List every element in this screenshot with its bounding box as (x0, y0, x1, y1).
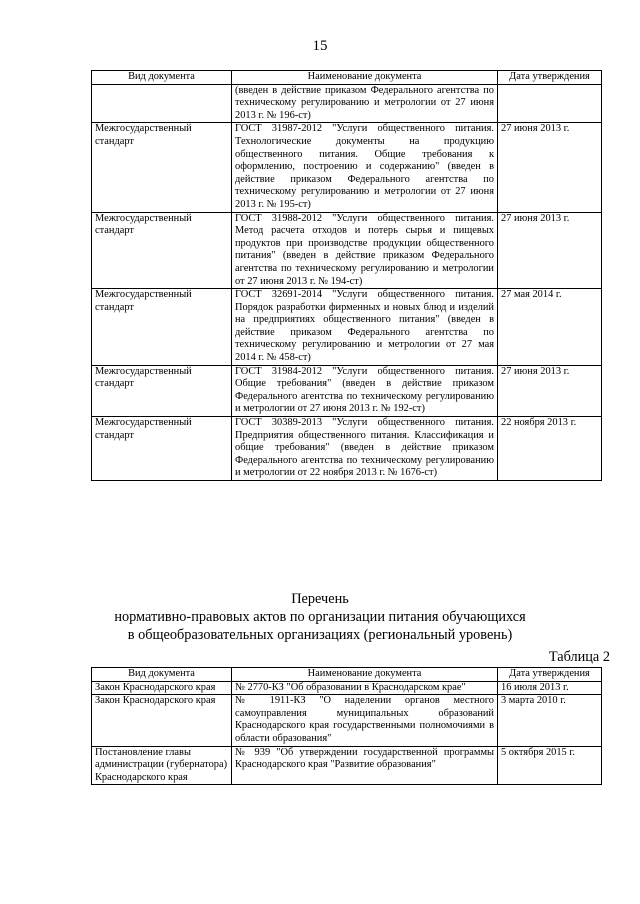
approval-date-cell: 3 марта 2010 г. (498, 695, 602, 746)
document-type-cell: Межгосударственный стандарт (92, 212, 232, 289)
table-header-row (92, 668, 602, 682)
document-name-cell: № 939 "Об утверждении государственной программы Краснодарского края "Развитие образования" (232, 746, 498, 785)
heading-line-3: в общеобразовательных организациях (региональный уровень) (127, 627, 513, 643)
approval-date-cell (498, 84, 602, 123)
document-type-cell: Межгосударственный стандарт (92, 365, 232, 416)
approval-date-cell: 27 июня 2013 г. (498, 365, 602, 416)
table-row (92, 695, 602, 746)
table-row (92, 365, 602, 416)
table-caption: Таблица 2 (548, 649, 610, 665)
regulations-table-2 (91, 667, 602, 785)
document-name-cell: ГОСТ 31988-2012 "Услуги общественного питания. Метод расчета отходов и потерь сырья и пищевых продуктов при производстве продукции общественного питания" (введен в действие приказом Федерального агентства по техническому регулированию и метрологии от 27 июня 2013 г. № 194-ст) (232, 212, 498, 289)
document-type-cell: Межгосударственный стандарт (92, 123, 232, 212)
page-number: 15 (312, 38, 328, 54)
document-type-cell: Постановление главы администрации (губернатора) Краснодарского края (92, 746, 232, 785)
document-type-cell: Межгосударственный стандарт (92, 417, 232, 481)
column-header-document-name: Наименование документа (232, 71, 498, 85)
document-type-cell (92, 84, 232, 123)
regulations-table-1 (91, 70, 602, 481)
document-name-cell: № 2770-КЗ "Об образовании в Краснодарском крае" (232, 681, 498, 695)
document-name-cell: ГОСТ 31984-2012 "Услуги общественного питания. Общие требования" (введен в действие приказом Федерального агентства по техническому регулированию и метрологии от 27 июня 2013 г. № 192-ст) (232, 365, 498, 416)
column-header-document-type: Вид документа (92, 668, 232, 682)
document-name-cell: ГОСТ 32691-2014 "Услуги общественного питания. Порядок разработки фирменных и новых блюд и изделий на предприятиях общественного питания" (введен в действие приказом Федерального агентства по техническому регулированию и метрологии от 27 мая 2014 г. № 458-ст) (232, 289, 498, 366)
section-heading (0, 590, 640, 644)
table-header-row (92, 71, 602, 85)
table-row (92, 212, 602, 289)
approval-date-cell: 22 ноября 2013 г. (498, 417, 602, 481)
approval-date-cell: 27 мая 2014 г. (498, 289, 602, 366)
table-row (92, 681, 602, 695)
document-name-cell: № 1911-КЗ "О наделении органов местного самоуправления муниципальных образований Краснодарского края государственными полномочиями в области образования" (232, 695, 498, 746)
column-header-document-type: Вид документа (92, 71, 232, 85)
approval-date-cell: 27 июня 2013 г. (498, 212, 602, 289)
approval-date-cell: 16 июля 2013 г. (498, 681, 602, 695)
approval-date-cell: 27 июня 2013 г. (498, 123, 602, 212)
table-row (92, 123, 602, 212)
document-name-cell: ГОСТ 31987-2012 "Услуги общественного питания. Технологические документы на продукцию общественного питания. Общие требования к оформлению, построению и содержанию" (введен в действие приказом Федерального агентства по техническому регулированию и метрологии от 27 июня 2013 г. № 195-ст) (232, 123, 498, 212)
table-row (92, 289, 602, 366)
document-type-cell: Закон Краснодарского края (92, 695, 232, 746)
heading-line-1: Перечень (291, 591, 349, 607)
approval-date-cell: 5 октября 2015 г. (498, 746, 602, 785)
heading-line-2: нормативно-правовых актов по организации питания обучающихся (114, 609, 526, 625)
table-row (92, 84, 602, 123)
table-row (92, 746, 602, 785)
column-header-approval-date: Дата утверждения (498, 668, 602, 682)
document-name-cell: (введен в действие приказом Федерального агентства по техническому регулированию и метрологии от 27 июня 2013 г. № 196-ст) (232, 84, 498, 123)
column-header-approval-date: Дата утверждения (498, 71, 602, 85)
document-name-cell: ГОСТ 30389-2013 "Услуги общественного питания. Предприятия общественного питания. Классификация и общие требования" (введен в действие приказом Федерального агентства по техническому регулированию и метрологии от 22 ноября 2013 г. № 1676-ст) (232, 417, 498, 481)
document-type-cell: Межгосударственный стандарт (92, 289, 232, 366)
document-type-cell: Закон Краснодарского края (92, 681, 232, 695)
table-row (92, 417, 602, 481)
column-header-document-name: Наименование документа (232, 668, 498, 682)
